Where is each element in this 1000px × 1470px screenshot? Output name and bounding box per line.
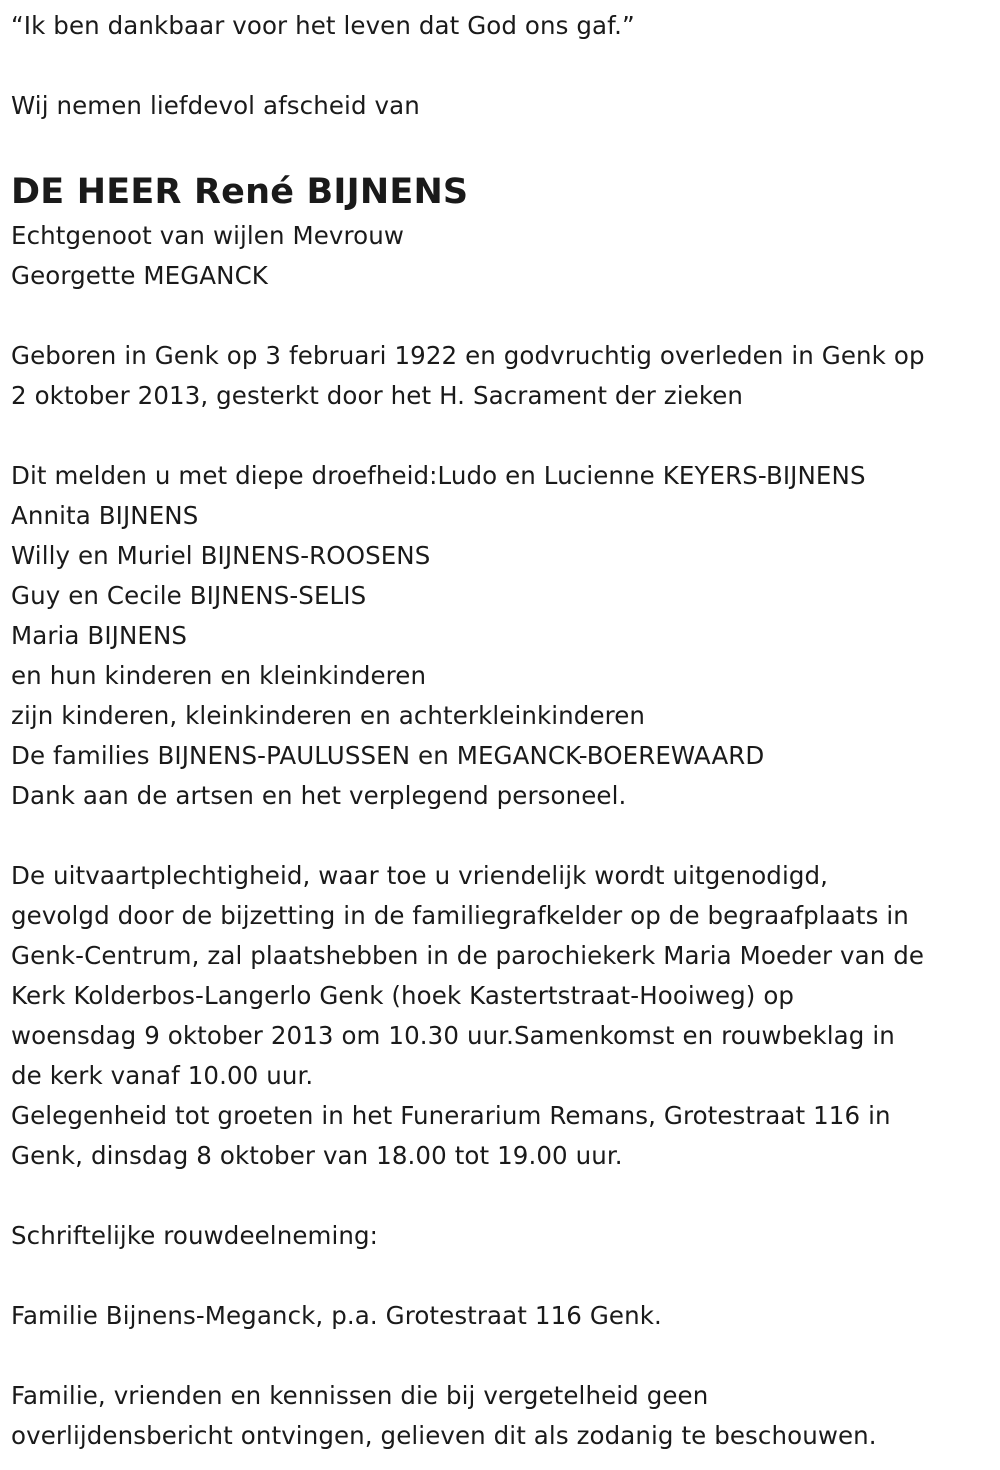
announcer-line: zijn kinderen, kleinkinderen en achterkleinkinderen bbox=[11, 701, 646, 730]
spouse-line: Echtgenoot van wijlen Mevrouw bbox=[11, 221, 404, 250]
paragraph-gap bbox=[11, 1176, 996, 1216]
birth-death-paragraph bbox=[11, 336, 996, 416]
announcers-list bbox=[11, 456, 996, 816]
announcer-line: Willy en Muriel BIJNENS-ROOSENS bbox=[11, 541, 431, 570]
ceremony-line: de kerk vanaf 10.00 uur. bbox=[11, 1061, 314, 1090]
obituary-notice bbox=[11, 6, 996, 1456]
closing-line: Familie, vrienden en kennissen die bij vergetelheid geen bbox=[11, 1381, 709, 1410]
announcer-line: en hun kinderen en kleinkinderen bbox=[11, 661, 427, 690]
paragraph-gap bbox=[11, 816, 996, 856]
paragraph-gap bbox=[11, 296, 996, 336]
closing-line: overlijdensbericht ontvingen, gelieven dit als zodanig te beschouwen. bbox=[11, 1421, 877, 1450]
announcer-line: Maria BIJNENS bbox=[11, 621, 188, 650]
ceremony-line: Kerk Kolderbos-Langerlo Genk (hoek Kastertstraat-Hooiweg) op bbox=[11, 981, 795, 1010]
condolence-label: Schriftelijke rouwdeelneming: bbox=[11, 1221, 379, 1250]
closing-paragraph bbox=[11, 1376, 996, 1456]
condolence-address: Familie Bijnens-Meganck, p.a. Grotestraat 116 Genk. bbox=[11, 1301, 662, 1330]
ceremony-line: Genk, dinsdag 8 oktober van 18.00 tot 19.00 uur. bbox=[11, 1141, 623, 1170]
paragraph-gap bbox=[11, 1336, 996, 1376]
paragraph-gap bbox=[11, 126, 996, 166]
birth-death-line: 2 oktober 2013, gesterkt door het H. Sacrament der zieken bbox=[11, 381, 744, 410]
intro-text: Wij nemen liefdevol afscheid van bbox=[11, 91, 420, 120]
ceremony-paragraph bbox=[11, 856, 996, 1176]
paragraph-gap bbox=[11, 46, 996, 86]
birth-death-line: Geboren in Genk op 3 februari 1922 en godvruchtig overleden in Genk op bbox=[11, 341, 925, 370]
announcer-line: Annita BIJNENS bbox=[11, 501, 199, 530]
announcer-line: Dit melden u met diepe droefheid:Ludo en Lucienne KEYERS-BIJNENS bbox=[11, 461, 866, 490]
announcer-line: De families BIJNENS-PAULUSSEN en MEGANCK-BOEREWAARD bbox=[11, 741, 765, 770]
opening-quote: “Ik ben dankbaar voor het leven dat God ons gaf.” bbox=[11, 11, 635, 40]
ceremony-line: gevolgd door de bijzetting in de familiegrafkelder op de begraafplaats in bbox=[11, 901, 909, 930]
ceremony-line: woensdag 9 oktober 2013 om 10.30 uur.Samenkomst en rouwbeklag in bbox=[11, 1021, 895, 1050]
ceremony-line: Genk-Centrum, zal plaatshebben in de parochiekerk Maria Moeder van de bbox=[11, 941, 925, 970]
announcer-line: Guy en Cecile BIJNENS-SELIS bbox=[11, 581, 367, 610]
ceremony-line: Gelegenheid tot groeten in het Funerarium Remans, Grotestraat 116 in bbox=[11, 1101, 891, 1130]
ceremony-line: De uitvaartplechtigheid, waar toe u vriendelijk wordt uitgenodigd, bbox=[11, 861, 829, 890]
paragraph-gap bbox=[11, 416, 996, 456]
paragraph-gap bbox=[11, 1256, 996, 1296]
deceased-name: DE HEER René BIJNENS bbox=[11, 172, 469, 212]
spouse-line: Georgette MEGANCK bbox=[11, 261, 268, 290]
spouse-block bbox=[11, 216, 996, 296]
announcer-line: Dank aan de artsen en het verplegend personeel. bbox=[11, 781, 627, 810]
